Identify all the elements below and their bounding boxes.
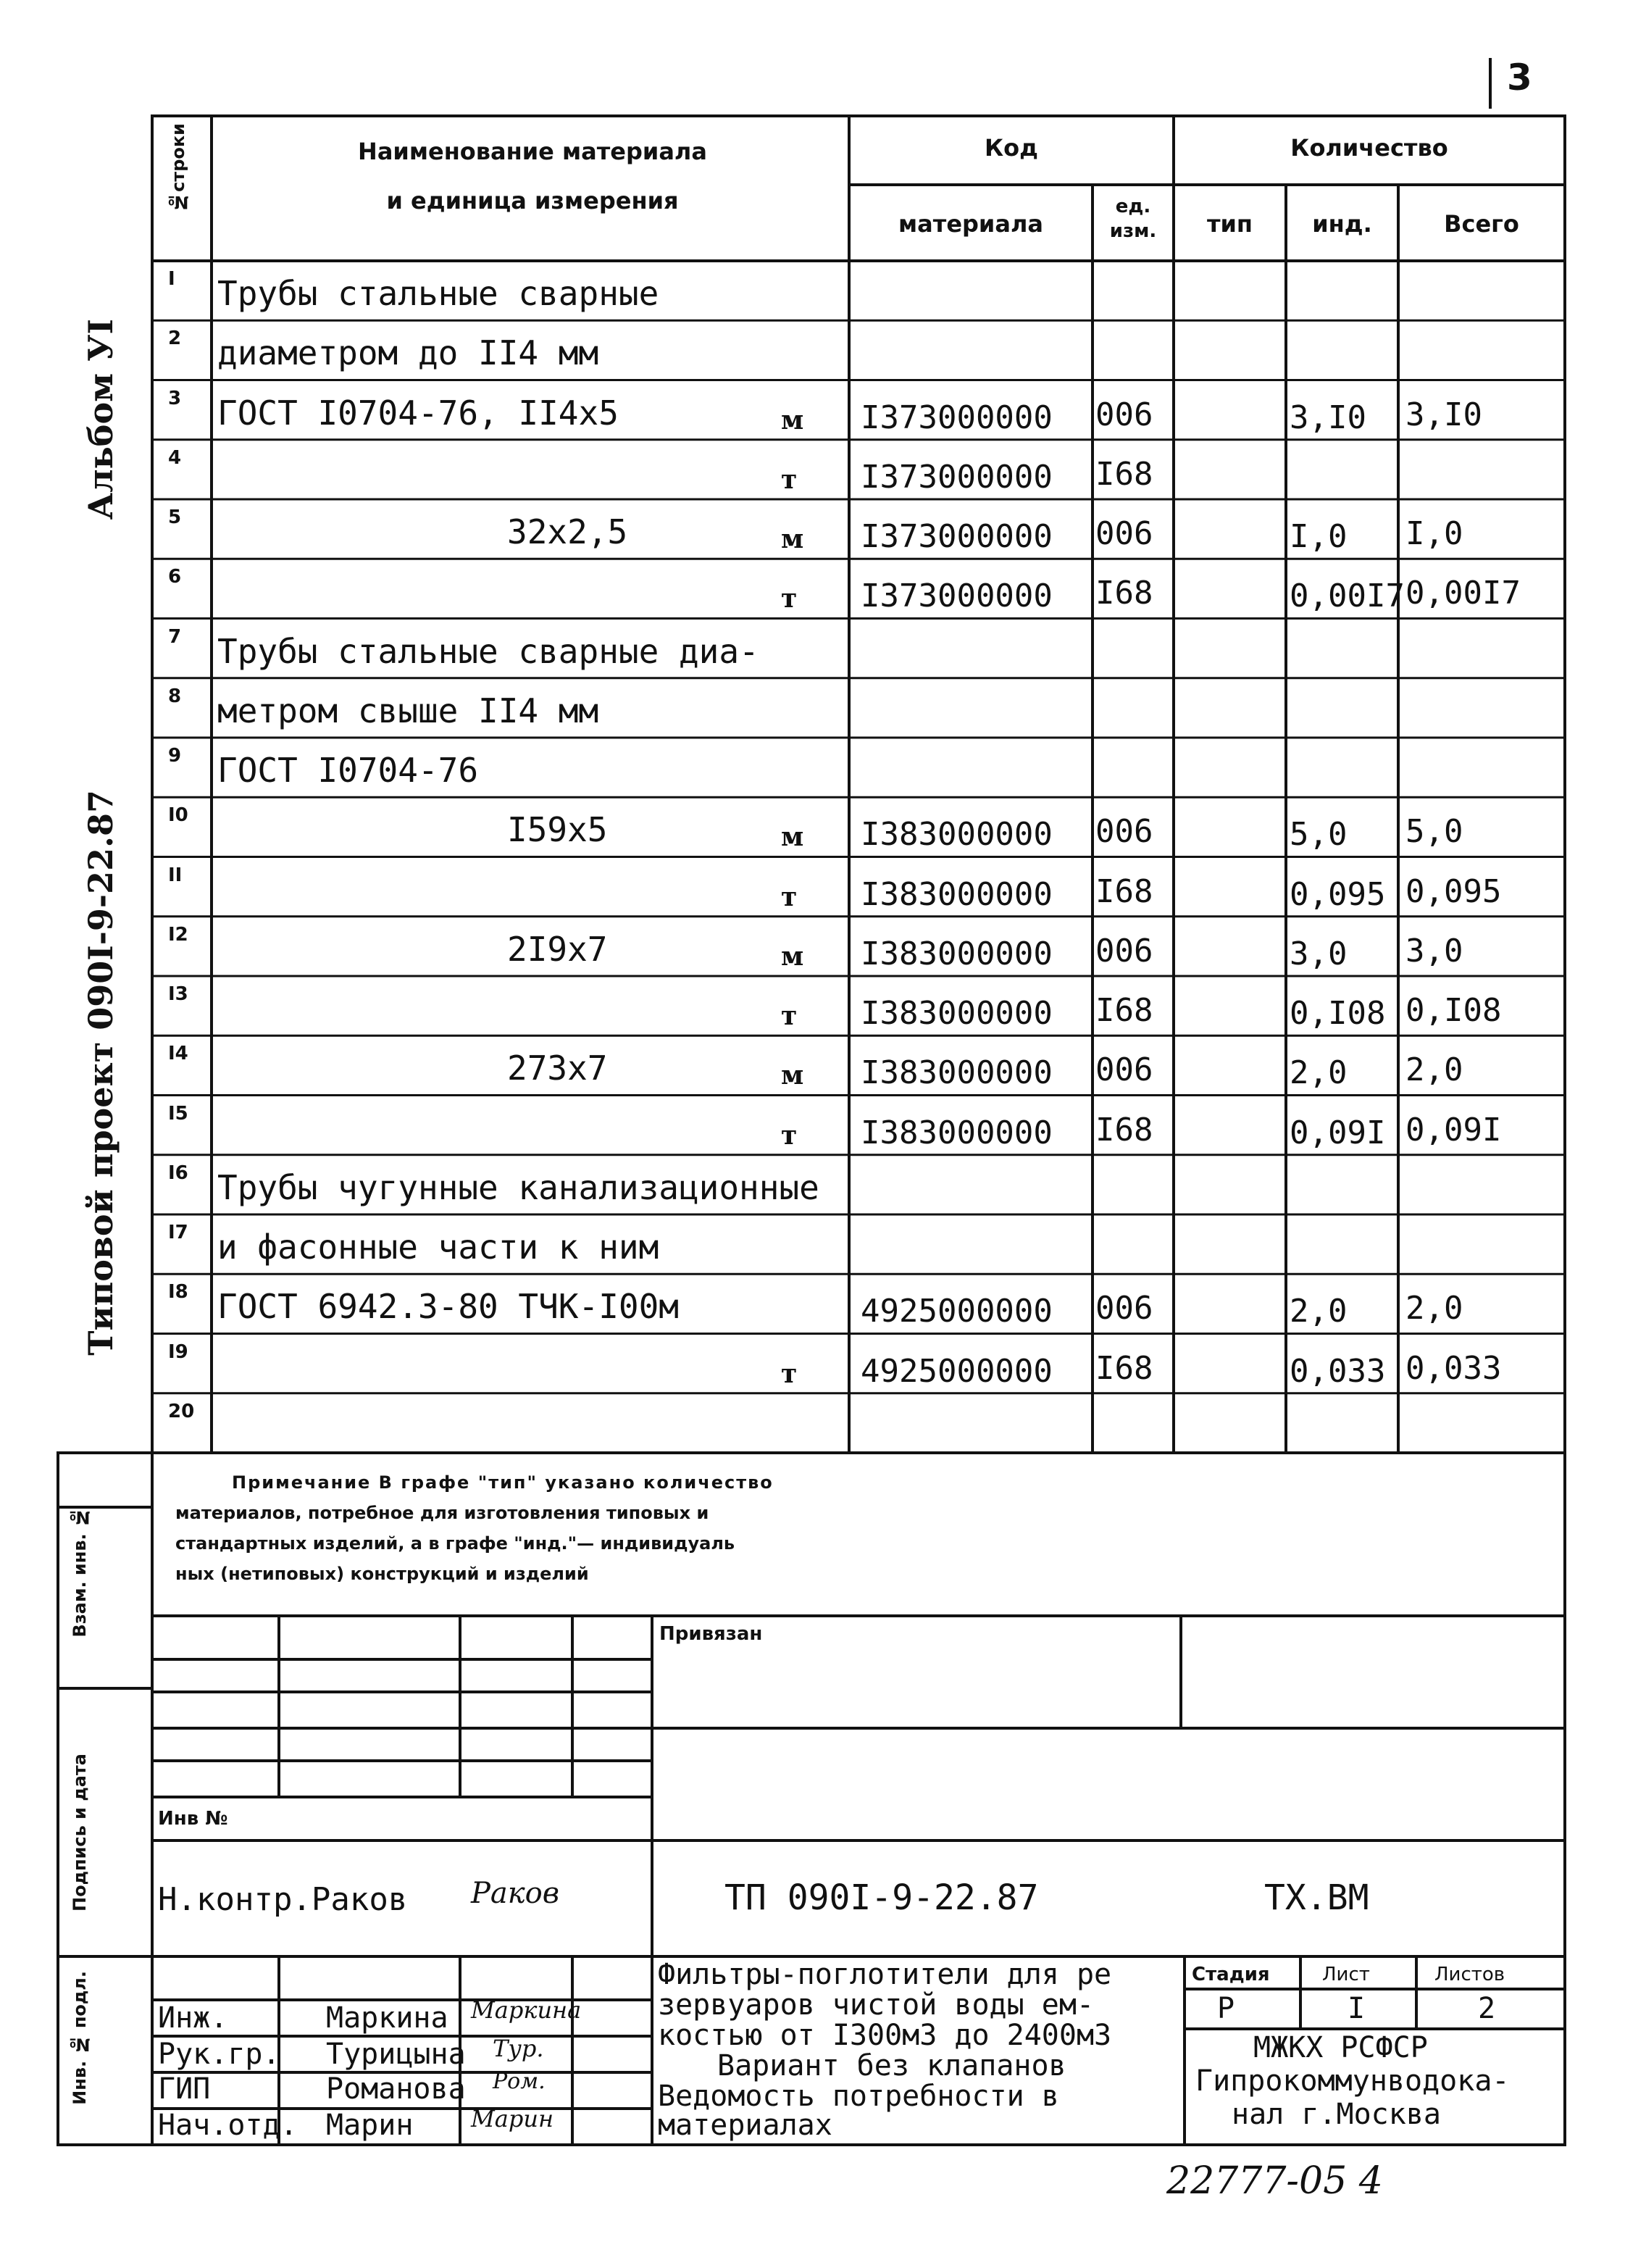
tb-sheets-header: Листов <box>1434 1964 1505 1985</box>
row-qty-total: 3,0 <box>1405 932 1463 970</box>
row-name: ГОСТ 6942.3-80 ТЧК-I00м <box>217 1287 679 1327</box>
row-name: и фасонные части к ним <box>217 1227 659 1267</box>
row-number: I0 <box>168 804 188 827</box>
row-number: I5 <box>168 1102 188 1125</box>
tb-role-1: Инж. <box>158 2001 228 2035</box>
row-unit-code: I68 <box>1095 575 1153 612</box>
row-unit: т <box>781 1001 798 1031</box>
tb-role-3: ГИП <box>158 2072 211 2106</box>
signature-2: Тур. <box>493 2035 544 2062</box>
row-code: 4925000000 <box>861 1293 1053 1330</box>
row-number: I4 <box>168 1043 188 1065</box>
row-code: I373000000 <box>861 578 1053 615</box>
page-number: 3 <box>1507 57 1532 99</box>
row-name: ГОСТ I0704-76 <box>217 751 479 790</box>
row-code: 4925000000 <box>861 1352 1053 1390</box>
header-name-line1: Наименование материала <box>358 138 707 165</box>
row-unit: т <box>781 464 798 495</box>
row-name: Трубы стальные сварные диа- <box>217 631 759 671</box>
stamp-inv-orig: Инв. № подл. <box>70 1971 90 2105</box>
header-row-number: №строки <box>168 123 188 212</box>
row-qty-total: 0,033 <box>1405 1349 1502 1387</box>
signature-4: Марин <box>471 2105 554 2132</box>
note-line3: стандартных изделий, а в графе "инд."— индивидуаль <box>175 1533 735 1554</box>
row-qty-total: 0,00I7 <box>1405 575 1521 612</box>
row-number: 9 <box>168 745 182 767</box>
header-code-unit: ед. изм. <box>1109 196 1157 242</box>
side-album-label: Альбом УI <box>81 319 120 520</box>
row-qty-total: I,0 <box>1405 515 1463 552</box>
tb-name-2: Турицына <box>326 2038 466 2071</box>
row-qty-ind: 0,I08 <box>1290 995 1386 1032</box>
row-name: Трубы стальные сварные <box>217 274 659 313</box>
row-qty-ind: 2,0 <box>1290 1054 1348 1092</box>
row-number: 4 <box>168 446 182 469</box>
tb-name-1: Маркина <box>326 2001 448 2035</box>
header-quantity: Количество <box>1290 134 1448 162</box>
row-qty-total: 0,095 <box>1405 872 1502 910</box>
tb-title-1: Фильтры-поглотители для ре <box>658 1958 1112 1991</box>
row-size: 273x7 <box>507 1048 608 1088</box>
row-qty-ind: 5,0 <box>1290 816 1348 854</box>
signature-rakov: Раков <box>471 1877 560 1910</box>
header-qty-ind: инд. <box>1312 210 1372 238</box>
row-unit-code: 006 <box>1095 932 1153 970</box>
row-qty-total: 2,0 <box>1405 1290 1463 1327</box>
tb-stage-header: Стадия <box>1192 1964 1270 1985</box>
row-unit-code: 006 <box>1095 1051 1153 1089</box>
row-number: 7 <box>168 625 182 648</box>
row-qty-ind: 0,033 <box>1290 1352 1386 1390</box>
tb-privyazan: Привязан <box>659 1623 763 1645</box>
tb-title-6: материалах <box>658 2109 832 2142</box>
row-number: I7 <box>168 1222 188 1243</box>
row-unit-code: 006 <box>1095 1290 1153 1327</box>
row-unit: т <box>781 1358 798 1389</box>
row-qty-ind: 3,I0 <box>1290 399 1366 436</box>
tb-doc-mark: ТХ.ВМ <box>1264 1877 1369 1918</box>
row-unit: м <box>781 822 804 853</box>
row-code: I383000000 <box>861 935 1053 972</box>
tb-name-4: Марин <box>326 2109 414 2142</box>
row-number: 6 <box>168 566 182 588</box>
row-qty-total: 5,0 <box>1405 813 1463 851</box>
signature-1: Маркина <box>471 1996 582 2024</box>
tb-role-2: Рук.гр. <box>158 2038 280 2071</box>
row-number: I <box>168 268 175 290</box>
row-number: 20 <box>168 1400 195 1422</box>
row-name: ГОСТ I0704-76, II4x5 <box>217 393 619 433</box>
row-code: I373000000 <box>861 458 1053 496</box>
row-number: I9 <box>168 1341 188 1363</box>
tb-org-3: нал г.Москва <box>1232 2098 1441 2131</box>
row-unit: м <box>781 941 804 972</box>
row-code: I383000000 <box>861 875 1053 913</box>
row-unit: м <box>781 404 804 435</box>
row-unit-code: I68 <box>1095 455 1153 493</box>
tb-title-4: Вариант без клапанов <box>717 2049 1066 2083</box>
header-code: Код <box>985 134 1038 162</box>
tb-sheets: 2 <box>1478 1992 1496 2025</box>
header-qty-total: Всего <box>1444 210 1519 238</box>
row-unit: м <box>781 524 804 554</box>
row-code: I383000000 <box>861 995 1053 1032</box>
row-code: I383000000 <box>861 816 1053 854</box>
header-qty-type: тип <box>1206 210 1253 238</box>
row-size: 2I9x7 <box>507 929 608 969</box>
row-unit-code: I68 <box>1095 1349 1153 1387</box>
row-unit: т <box>781 583 798 614</box>
row-code: I373000000 <box>861 399 1053 436</box>
row-number: I8 <box>168 1281 188 1304</box>
note-line2: материалов, потребное для изготовления типовых и <box>175 1503 709 1523</box>
tb-title-3: костью от I300м3 до 2400м3 <box>658 2019 1112 2052</box>
row-unit-code: I68 <box>1095 992 1153 1029</box>
row-qty-total: 2,0 <box>1405 1051 1463 1089</box>
row-unit: м <box>781 1060 804 1091</box>
signature-3: Ром. <box>493 2069 546 2094</box>
tb-name-3: Романова <box>326 2072 466 2106</box>
row-qty-ind: 3,0 <box>1290 935 1348 972</box>
row-code: I383000000 <box>861 1114 1053 1151</box>
note-line1: Примечание В графе "тип" указано количество <box>232 1472 774 1493</box>
row-number: 2 <box>168 328 182 350</box>
row-unit-code: 006 <box>1095 813 1153 851</box>
tb-doc-code: ТП 090I-9-22.87 <box>724 1877 1039 1918</box>
tb-inv-no: Инв № <box>158 1808 228 1830</box>
row-code: I383000000 <box>861 1054 1053 1092</box>
side-project-label: Типовой проект 090I-9-22.87 <box>81 790 120 1356</box>
row-number: I6 <box>168 1162 188 1184</box>
row-size: 32x2,5 <box>507 512 628 551</box>
row-qty-ind: 0,095 <box>1290 875 1386 913</box>
bottom-archive-code: 22777-05 4 <box>1166 2159 1383 2203</box>
tb-title-5: Ведомость потребности в <box>658 2080 1059 2113</box>
tb-sheet: I <box>1348 1992 1366 2025</box>
row-qty-ind: 0,00I7 <box>1290 578 1405 615</box>
row-qty-total: 3,I0 <box>1405 396 1482 433</box>
note-line4: ных (нетиповых) конструкций и изделий <box>175 1564 589 1584</box>
row-qty-ind: I,0 <box>1290 518 1348 555</box>
row-number: I3 <box>168 983 188 1005</box>
tb-role-4: Нач.отд. <box>158 2109 298 2142</box>
tb-sheet-header: Лист <box>1322 1964 1370 1985</box>
row-qty-total: 0,I08 <box>1405 992 1502 1029</box>
stamp-sign-date: Подпись и дата <box>70 1754 90 1911</box>
row-unit-code: 006 <box>1095 396 1153 433</box>
row-name: диаметром до II4 мм <box>217 333 599 373</box>
header-code-material: материала <box>898 210 1043 238</box>
tb-norm-control: Н.контр.Раков <box>158 1881 408 1918</box>
row-name: метром свыше II4 мм <box>217 691 599 730</box>
row-unit-code: 006 <box>1095 515 1153 552</box>
row-unit-code: I68 <box>1095 872 1153 910</box>
tb-org-1: МЖКХ РСФСР <box>1253 2031 1428 2064</box>
row-number: I2 <box>168 923 188 946</box>
tb-title-2: зервуаров чистой воды ем- <box>658 1988 1095 2022</box>
row-number: II <box>168 864 183 886</box>
row-number: 8 <box>168 685 182 707</box>
tb-stage: Р <box>1217 1992 1235 2025</box>
row-number: 3 <box>168 387 182 409</box>
row-code: I373000000 <box>861 518 1053 555</box>
row-unit: т <box>781 1120 798 1151</box>
row-size: I59x5 <box>507 810 608 850</box>
tb-org-2: Гипрокоммунводока- <box>1195 2064 1510 2098</box>
row-qty-total: 0,09I <box>1405 1111 1502 1148</box>
row-qty-ind: 0,09I <box>1290 1114 1386 1151</box>
row-unit-code: I68 <box>1095 1111 1153 1148</box>
row-qty-ind: 2,0 <box>1290 1293 1348 1330</box>
row-number: 5 <box>168 506 182 528</box>
stamp-replace-inv: Взам. инв. № <box>70 1507 90 1638</box>
row-unit: т <box>781 881 798 912</box>
header-name-line2: и единица измерения <box>386 187 679 214</box>
row-name: Трубы чугунные канализационные <box>217 1167 819 1207</box>
